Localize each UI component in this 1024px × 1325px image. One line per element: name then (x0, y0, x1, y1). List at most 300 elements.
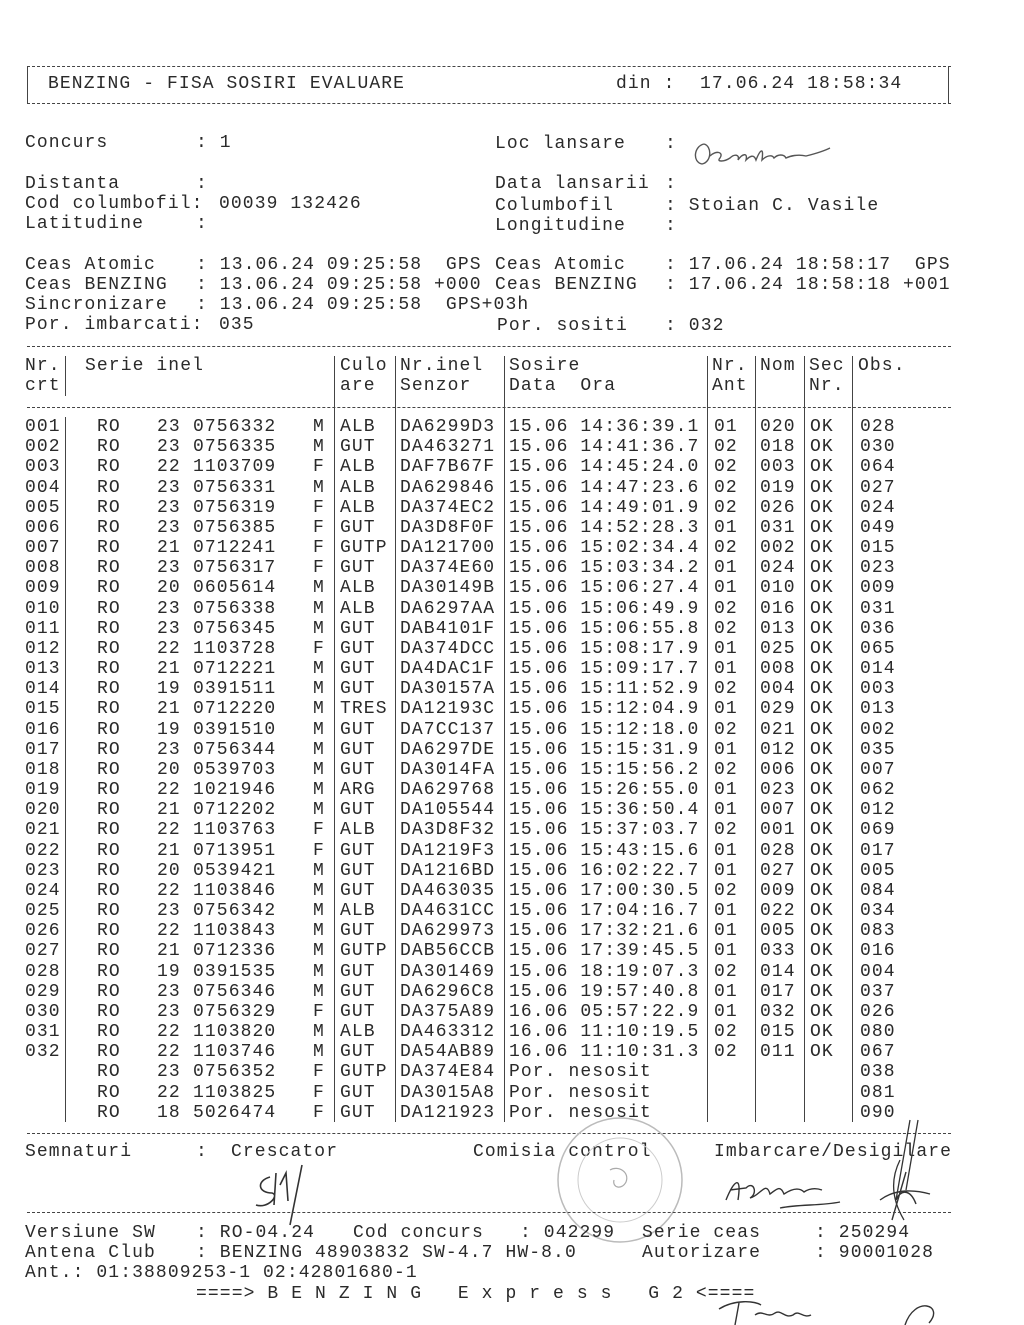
country-code: RO (97, 860, 121, 881)
arrival-time: 15.06 17:39:45.5 (509, 941, 700, 962)
color: GUT (340, 800, 376, 821)
country-code: RO (97, 497, 121, 518)
arrival-time: 15.06 15:36:50.4 (509, 800, 700, 821)
crescator-signature (250, 1165, 320, 1225)
cod-concurs-value: : 042299 (520, 1223, 616, 1243)
observation: 083 (860, 921, 896, 942)
country-code: RO (97, 901, 121, 922)
arrival-time: 15.06 15:26:55.0 (509, 780, 700, 801)
security-status: OK (810, 860, 834, 881)
ring-year: 21 (157, 538, 181, 559)
color: GUT (340, 759, 376, 780)
sex: M (313, 598, 325, 619)
sensor-ring: DA629768 (400, 780, 496, 801)
crescator-label: Crescator (231, 1142, 339, 1162)
ring-number: 0756385 (193, 517, 277, 538)
ring-year: 22 (157, 921, 181, 942)
sensor-ring: DA54AB89 (400, 1042, 496, 1063)
antenna-number: 01 (714, 800, 738, 821)
color: GUT (340, 1082, 376, 1103)
antenna-number: 02 (714, 679, 738, 700)
col-header-nr-ant: Nr. (712, 356, 748, 376)
ring-year: 23 (157, 437, 181, 458)
color: GUT (340, 517, 376, 538)
ring-year: 23 (157, 417, 181, 437)
semnaturi-sep: : (196, 1142, 208, 1162)
row-number: 025 (25, 901, 61, 922)
ring-year: 23 (157, 598, 181, 619)
ring-number: 0713951 (193, 840, 277, 861)
color: GUT (340, 1102, 376, 1123)
ring-number: 0391510 (193, 719, 277, 740)
country-code: RO (97, 618, 121, 639)
data-lansarii-label: Data lansarii (495, 174, 650, 194)
arrival-time: 15.06 15:15:31.9 (509, 739, 700, 760)
row-number: 021 (25, 820, 61, 841)
observation: 023 (860, 558, 896, 579)
sensor-ring: DA4DAC1F (400, 659, 496, 680)
country-code: RO (97, 1042, 121, 1063)
security-status: OK (810, 477, 834, 498)
sensor-ring: DA374E84 (400, 1062, 496, 1083)
antenna-number: 01 (714, 558, 738, 579)
sex: M (313, 921, 325, 942)
sensor-ring: DA301469 (400, 961, 496, 982)
country-code: RO (97, 638, 121, 659)
antenna-number: 01 (714, 901, 738, 922)
ceas-benzing-end-value: : 17.06.24 18:58:18 +001 (665, 275, 951, 295)
sensor-ring: DA375A89 (400, 1001, 496, 1022)
nom: 027 (760, 860, 796, 881)
row-number: 015 (25, 699, 61, 720)
observation: 028 (860, 417, 896, 437)
ring-year: 19 (157, 719, 181, 740)
semnaturi-label: Semnaturi (25, 1142, 133, 1162)
imbarcati-value: 035 (219, 315, 255, 335)
col-header-data-ora: Data Ora (509, 376, 617, 396)
col-header-ant: Ant (712, 376, 748, 396)
ring-year: 23 (157, 1062, 181, 1083)
antenna-number: 02 (714, 1022, 738, 1043)
longitudine-value: : (665, 216, 677, 236)
security-status: OK (810, 1042, 834, 1063)
sensor-ring: DAF7B67F (400, 457, 496, 478)
sex: F (313, 1062, 325, 1083)
sensor-ring: DA3D8F32 (400, 820, 496, 841)
color: ALB (340, 497, 376, 518)
sensor-ring: DA121700 (400, 538, 496, 559)
arrival-time: 15.06 15:43:15.6 (509, 840, 700, 861)
arrival-time: 15.06 17:32:21.6 (509, 921, 700, 942)
antenna-number: 01 (714, 860, 738, 881)
sex: M (313, 800, 325, 821)
row-number: 009 (25, 578, 61, 599)
nom: 009 (760, 880, 796, 901)
country-code: RO (97, 961, 121, 982)
observation: 080 (860, 1022, 896, 1043)
country-code: RO (97, 739, 121, 760)
ring-number: 1103709 (193, 457, 277, 478)
security-status: OK (810, 800, 834, 821)
arrival-time: 15.06 15:06:49.9 (509, 598, 700, 619)
antenna-number: 01 (714, 921, 738, 942)
col-header-are: are (340, 376, 376, 396)
antenna-number: 02 (714, 437, 738, 458)
imbarcati-label: Por. imbarcati: (25, 315, 204, 335)
arrival-time: 16.06 11:10:31.3 (509, 1042, 700, 1063)
color: ARG (340, 780, 376, 801)
nom: 014 (760, 961, 796, 982)
divider (948, 66, 949, 104)
color: GUT (340, 618, 376, 639)
nom: 007 (760, 800, 796, 821)
sensor-ring: DA463271 (400, 437, 496, 458)
versiune-value: : RO-04.24 (196, 1223, 316, 1243)
divider (27, 1212, 951, 1213)
column-line (707, 356, 708, 1122)
country-code: RO (97, 699, 121, 720)
nom: 002 (760, 538, 796, 559)
sex: M (313, 941, 325, 962)
sex: M (313, 618, 325, 639)
sex: M (313, 417, 325, 437)
ring-number: 0391511 (193, 679, 277, 700)
row-number: 030 (25, 1001, 61, 1022)
nom: 022 (760, 901, 796, 922)
col-header-serie: Serie inel (85, 356, 205, 376)
color: GUT (340, 679, 376, 700)
ring-number: 0539703 (193, 759, 277, 780)
color: GUT (340, 437, 376, 458)
ring-year: 21 (157, 800, 181, 821)
country-code: RO (97, 517, 121, 538)
ring-year: 22 (157, 880, 181, 901)
concurs-label: Concurs (25, 133, 109, 153)
security-status: OK (810, 618, 834, 639)
autorizare-value: : 90001028 (815, 1243, 935, 1263)
nom: 008 (760, 659, 796, 680)
sex: M (313, 699, 325, 720)
sincronizare-value: : 13.06.24 09:25:58 GPS+03h (196, 295, 530, 315)
arrival-time: Por. nesosit (509, 1062, 652, 1083)
security-status: OK (810, 679, 834, 700)
security-status: OK (810, 941, 834, 962)
arrival-time: 15.06 14:45:24.0 (509, 457, 700, 478)
ring-year: 22 (157, 457, 181, 478)
color: GUTP (340, 538, 388, 559)
sensor-ring: DA4631CC (400, 901, 496, 922)
row-number: 008 (25, 558, 61, 579)
ceas-benzing-start-label: Ceas BENZING (25, 275, 168, 295)
antenna-number: 02 (714, 477, 738, 498)
row-number: 002 (25, 437, 61, 458)
nom: 032 (760, 1001, 796, 1022)
ring-year: 23 (157, 517, 181, 538)
ring-year: 23 (157, 1001, 181, 1022)
nom: 023 (760, 780, 796, 801)
row-number: 031 (25, 1022, 61, 1043)
observation: 038 (860, 1062, 896, 1083)
arrival-time: 15.06 19:57:40.8 (509, 981, 700, 1002)
arrival-time: 15.06 18:19:07.3 (509, 961, 700, 982)
security-status: OK (810, 1001, 834, 1022)
handwritten-location (690, 132, 840, 172)
col-header-nr: Nr. (25, 356, 61, 376)
color: TRES (340, 699, 388, 720)
antenna-number: 01 (714, 739, 738, 760)
color: GUTP (340, 941, 388, 962)
antenna-number: 01 (714, 517, 738, 538)
antenna-number: 02 (714, 598, 738, 619)
country-code: RO (97, 780, 121, 801)
security-status: OK (810, 759, 834, 780)
color: GUT (340, 719, 376, 740)
sex: F (313, 497, 325, 518)
observation: 030 (860, 437, 896, 458)
nom: 004 (760, 679, 796, 700)
observation: 064 (860, 457, 896, 478)
sensor-ring: DA1219F3 (400, 840, 496, 861)
antenna-number: 02 (714, 497, 738, 518)
row-number: 023 (25, 860, 61, 881)
arrival-time: 15.06 17:04:16.7 (509, 901, 700, 922)
nom: 025 (760, 638, 796, 659)
security-status: OK (810, 780, 834, 801)
color: ALB (340, 477, 376, 498)
sensor-ring: DA6296C8 (400, 981, 496, 1002)
ring-year: 22 (157, 638, 181, 659)
ring-number: 0756329 (193, 1001, 277, 1022)
row-number: 014 (25, 679, 61, 700)
antenna-number: 01 (714, 578, 738, 599)
sex: M (313, 578, 325, 599)
sex: M (313, 780, 325, 801)
security-status: OK (810, 457, 834, 478)
nom: 017 (760, 981, 796, 1002)
sensor-ring: DA374E60 (400, 558, 496, 579)
col-header-sosire: Sosire (509, 356, 581, 376)
imbarcare-label: Imbarcare/Desigilare (714, 1142, 953, 1162)
arrival-time: 15.06 15:06:55.8 (509, 618, 700, 639)
sex: F (313, 1102, 325, 1123)
security-status: OK (810, 417, 834, 437)
columbofil-value: : Stoian C. Vasile (665, 196, 880, 216)
latitudine-label: Latitudine (25, 214, 145, 234)
observation: 069 (860, 820, 896, 841)
sositi-value: : 032 (665, 316, 725, 336)
security-status: OK (810, 880, 834, 901)
column-line (395, 356, 396, 1122)
color: GUT (340, 1001, 376, 1022)
versiune-label: Versiune SW (25, 1223, 156, 1243)
sex: M (313, 860, 325, 881)
col-header-sec-nr: Nr. (809, 376, 845, 396)
security-status: OK (810, 598, 834, 619)
sensor-ring: DA3D8F0F (400, 517, 496, 538)
sensor-ring: DA374DCC (400, 638, 496, 659)
country-code: RO (97, 880, 121, 901)
observation: 090 (860, 1102, 896, 1123)
country-code: RO (97, 558, 121, 579)
cod-columbofil-label: Cod columbofil: (25, 194, 204, 214)
observation: 007 (860, 759, 896, 780)
row-number: 019 (25, 780, 61, 801)
observation: 036 (860, 618, 896, 639)
observation: 037 (860, 981, 896, 1002)
ring-year: 23 (157, 739, 181, 760)
security-status: OK (810, 517, 834, 538)
concurs-value: : 1 (196, 133, 232, 153)
nom: 005 (760, 921, 796, 942)
distanta-label: Distanta (25, 174, 121, 194)
antenna-number: 02 (714, 538, 738, 559)
ring-number: 0605614 (193, 578, 277, 599)
serie-ceas-value: : 250294 (815, 1223, 911, 1243)
nom: 016 (760, 598, 796, 619)
color: GUT (340, 981, 376, 1002)
security-status: OK (810, 659, 834, 680)
ring-number: 0756342 (193, 901, 277, 922)
page-title: BENZING - FISA SOSIRI EVALUARE (48, 74, 406, 94)
ring-number: 0756346 (193, 981, 277, 1002)
sensor-ring: DA7CC137 (400, 719, 496, 740)
nom: 026 (760, 497, 796, 518)
observation: 004 (860, 961, 896, 982)
ceas-atomic-end-label: Ceas Atomic (495, 255, 626, 275)
divider (27, 66, 951, 67)
country-code: RO (97, 981, 121, 1002)
observation: 016 (860, 941, 896, 962)
ring-number: 0712202 (193, 800, 277, 821)
antena-value: : BENZING 48903832 SW-4.7 HW-8.0 (196, 1243, 577, 1263)
ring-year: 23 (157, 558, 181, 579)
country-code: RO (97, 719, 121, 740)
antenna-number: 01 (714, 699, 738, 720)
data-lansarii-value: : (665, 174, 677, 194)
nom: 003 (760, 457, 796, 478)
column-line (65, 356, 66, 396)
sex: M (313, 739, 325, 760)
ring-year: 21 (157, 659, 181, 680)
row-number: 016 (25, 719, 61, 740)
observation: 024 (860, 497, 896, 518)
sex: F (313, 538, 325, 559)
sensor-ring: DA463312 (400, 1022, 496, 1043)
sex: M (313, 719, 325, 740)
ring-year: 23 (157, 477, 181, 498)
antenna-number: 02 (714, 759, 738, 780)
sensor-ring: DA3015A8 (400, 1082, 496, 1103)
col-header-nom: Nom (760, 356, 796, 376)
arrival-time: 16.06 11:10:19.5 (509, 1022, 700, 1043)
row-number: 022 (25, 840, 61, 861)
color: ALB (340, 1022, 376, 1043)
ring-year: 19 (157, 961, 181, 982)
arrival-time: 15.06 14:36:39.1 (509, 417, 700, 437)
antenna-number: 01 (714, 780, 738, 801)
sensor-ring: DA6299D3 (400, 417, 496, 437)
sensor-ring: DAB56CCB (400, 941, 496, 962)
sex: F (313, 638, 325, 659)
sensor-ring: DA30149B (400, 578, 496, 599)
observation: 026 (860, 1001, 896, 1022)
row-number: 005 (25, 497, 61, 518)
arrival-time: 15.06 15:15:56.2 (509, 759, 700, 780)
country-code: RO (97, 1102, 121, 1123)
ring-year: 22 (157, 1082, 181, 1103)
sex: F (313, 457, 325, 478)
ring-year: 20 (157, 578, 181, 599)
antenna-number: 01 (714, 981, 738, 1002)
sensor-ring: DA374EC2 (400, 497, 496, 518)
arrival-time: 15.06 14:52:28.3 (509, 517, 700, 538)
report-date: 17.06.24 18:58:34 (700, 74, 903, 94)
ring-number: 1103843 (193, 921, 277, 942)
ring-year: 22 (157, 820, 181, 841)
footer-signature (715, 1295, 945, 1325)
sex: M (313, 679, 325, 700)
nom: 031 (760, 517, 796, 538)
antenna-number: 02 (714, 1042, 738, 1063)
country-code: RO (97, 840, 121, 861)
nom: 021 (760, 719, 796, 740)
ring-number: 1021946 (193, 780, 277, 801)
loc-lansare-label: Loc lansare (495, 134, 626, 154)
observation: 017 (860, 840, 896, 861)
observation: 081 (860, 1082, 896, 1103)
sex: M (313, 659, 325, 680)
ring-number: 0712220 (193, 699, 277, 720)
sex: M (313, 477, 325, 498)
ring-year: 22 (157, 1042, 181, 1063)
security-status: OK (810, 437, 834, 458)
column-line (65, 417, 66, 1122)
arrival-time: 16.06 05:57:22.9 (509, 1001, 700, 1022)
sensor-ring: DA463035 (400, 880, 496, 901)
arrival-time: 15.06 16:02:22.7 (509, 860, 700, 881)
sex: F (313, 517, 325, 538)
row-number: 013 (25, 659, 61, 680)
arrival-time: 15.06 14:49:01.9 (509, 497, 700, 518)
security-status: OK (810, 1022, 834, 1043)
row-number: 020 (25, 800, 61, 821)
security-status: OK (810, 981, 834, 1002)
sensor-ring: DA629846 (400, 477, 496, 498)
arrival-time: 15.06 15:02:34.4 (509, 538, 700, 559)
antena-label: Antena Club (25, 1243, 156, 1263)
sensor-ring: DAB4101F (400, 618, 496, 639)
sex: M (313, 759, 325, 780)
observation: 065 (860, 638, 896, 659)
sensor-ring: DA3014FA (400, 759, 496, 780)
cod-concurs-label: Cod concurs (353, 1223, 484, 1243)
ring-number: 0391535 (193, 961, 277, 982)
security-status: OK (810, 578, 834, 599)
row-number: 029 (25, 981, 61, 1002)
autorizare-label: Autorizare (642, 1243, 762, 1263)
antenna-number: 02 (714, 457, 738, 478)
nom: 018 (760, 437, 796, 458)
country-code: RO (97, 578, 121, 599)
country-code: RO (97, 437, 121, 458)
color: GUT (340, 840, 376, 861)
sensor-ring: DA6297AA (400, 598, 496, 619)
ceas-benzing-start-value: : 13.06.24 09:25:58 +000 (196, 275, 482, 295)
ring-number: 0712241 (193, 538, 277, 559)
longitudine-label: Longitudine (495, 216, 626, 236)
observation: 034 (860, 901, 896, 922)
ceas-atomic-start-value: : 13.06.24 09:25:58 GPS (196, 255, 482, 275)
